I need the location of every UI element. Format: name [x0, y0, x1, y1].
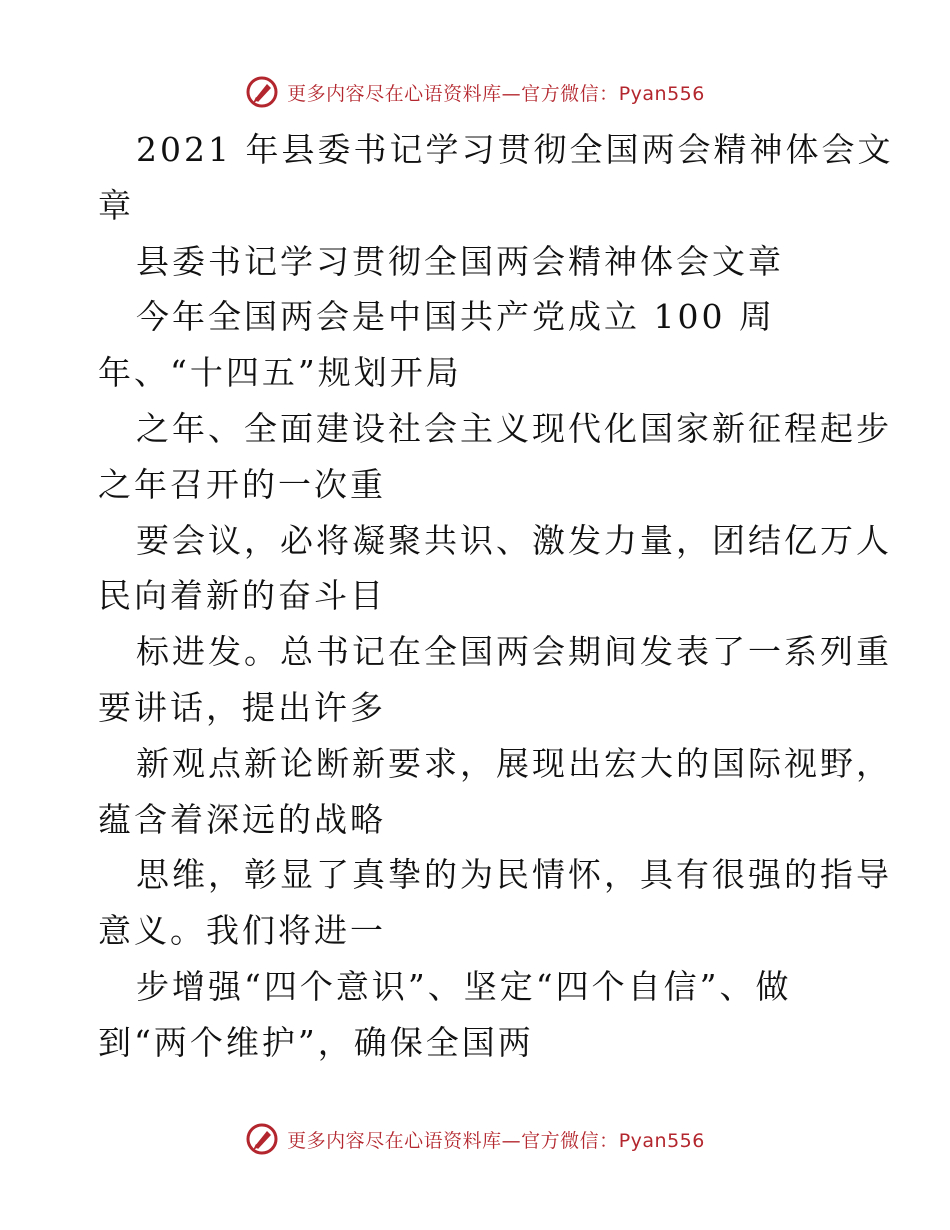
banner-site-text: 更多内容尽在心语资料库 [287, 82, 502, 105]
footer-banner [0, 1117, 950, 1161]
doc-line: 要会议，必将凝聚共识、激发力量，团结亿万人 [136, 520, 892, 560]
doc-line: 民向着新的奋斗目 [98, 576, 386, 616]
banner-site-text: 更多内容尽在心语资料库 [287, 1129, 502, 1152]
banner-wechat-label: 官方微信： [521, 82, 619, 105]
doc-line: 到“两个维护”，确保全国两 [98, 1022, 534, 1062]
doc-line: 今年全国两会是中国共产党成立 100 周 [136, 297, 775, 337]
doc-line: 章 [98, 185, 134, 225]
banner-separator: — [501, 82, 522, 105]
doc-line: 年、“十四五”规划开局 [98, 353, 462, 393]
pen-nib-logo-icon [245, 1122, 279, 1156]
doc-line: 意义。我们将进一 [98, 911, 386, 951]
banner-wechat-id: Pyan556 [618, 82, 705, 105]
doc-line: 要讲话，提出许多 [98, 687, 386, 727]
doc-line: 2021 年县委书记学习贯彻全国两会精神体会文 [136, 130, 894, 169]
doc-line: 步增强“四个意识”、坚定“四个自信”、做 [136, 966, 792, 1006]
banner-text [287, 1126, 705, 1153]
doc-line: 思维，彰显了真挚的为民情怀，具有很强的指导 [136, 855, 892, 895]
banner-text [287, 79, 705, 106]
doc-line: 之年、全面建设社会主义现代化国家新征程起步 [136, 408, 892, 448]
doc-line: 之年召开的一次重 [98, 464, 386, 504]
doc-line: 蕴含着深远的战略 [98, 799, 386, 839]
banner-separator: — [501, 1129, 522, 1152]
pen-nib-logo-icon [245, 75, 279, 109]
banner-wechat-label: 官方微信： [521, 1129, 619, 1152]
doc-line: 新观点新论断新要求，展现出宏大的国际视野， [136, 743, 892, 783]
doc-line: 标进发。总书记在全国两会期间发表了一系列重 [136, 632, 892, 672]
document-body [98, 122, 894, 1071]
banner-wechat-id: Pyan556 [618, 1129, 705, 1152]
header-banner [0, 70, 950, 114]
doc-line: 县委书记学习贯彻全国两会精神体会文章 [136, 241, 784, 281]
